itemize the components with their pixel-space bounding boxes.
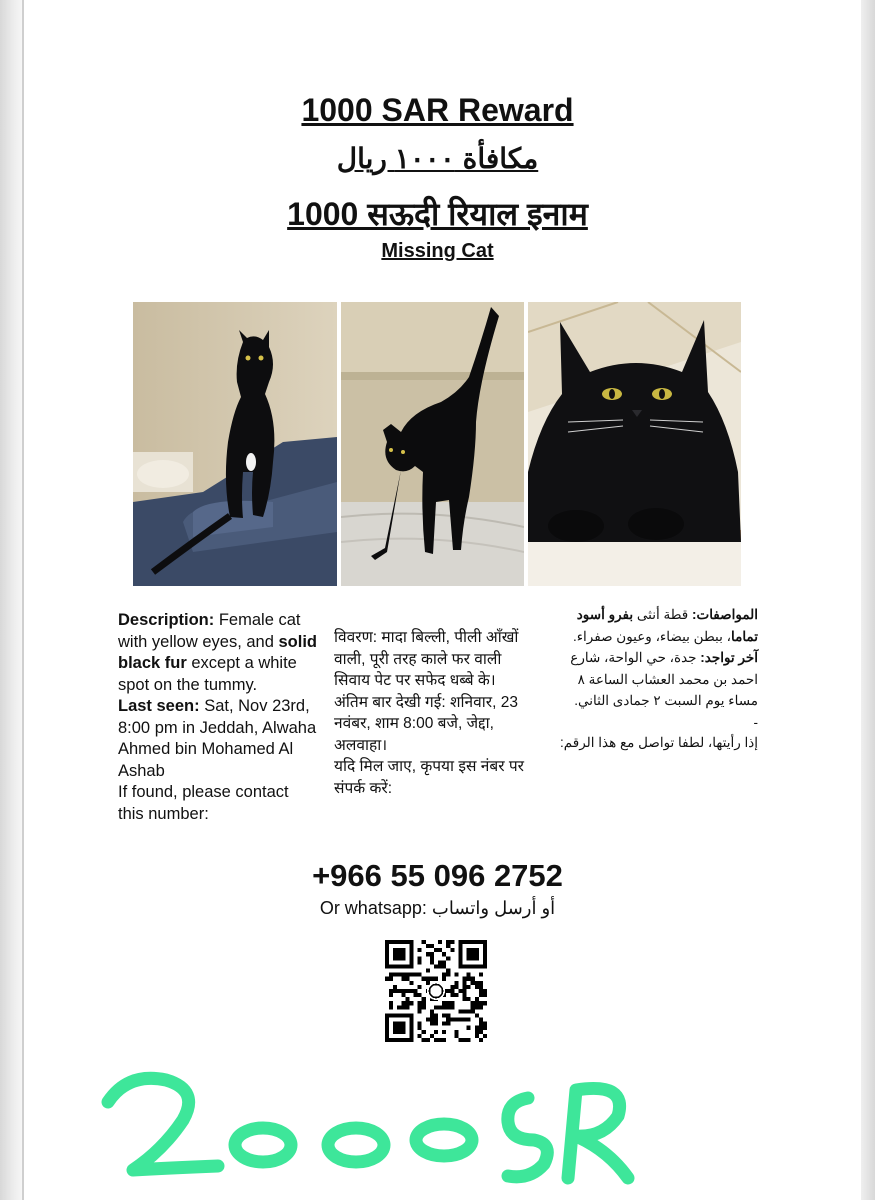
- whatsapp-line: Or whatsapp: أو أرسل واتساب: [319, 898, 556, 918]
- description-bold-text: solid black fur: [118, 632, 318, 672]
- description-text-2: except a white spot on the tummy.: [118, 654, 297, 694]
- last-seen-paragraph-arabic: [548, 647, 758, 712]
- reward-title-hindi: 1000 सऊदी रियाल इनाम: [287, 196, 588, 232]
- black-cat-walking-photo: [341, 302, 524, 586]
- description-paragraph-english: [118, 610, 318, 696]
- last-seen-paragraph-hindi: अंतिम बार देखी गई: शनिवार, 23 नवंबर, शाम 8:00 बजे, जेद्दा, अलवाहा।: [334, 693, 518, 754]
- description-paragraph-hindi: विवरण: मादा बिल्ली, पीली आँखों वाली, पूरी तरह काले फर वाली सिवाय पेट पर सफेद धब्बे के।: [334, 629, 519, 689]
- whatsapp-qr-code-icon[interactable]: [385, 940, 487, 1042]
- arabic-description-label: المواصفات:: [691, 607, 758, 622]
- last-seen-text: Sat, Nov 23rd, 8:00 pm in Jeddah, Alwaha Ahmed bin Mohamed Al Ashab: [118, 697, 317, 780]
- description-text-1: Female cat with yellow eyes, and: [118, 611, 301, 651]
- arabic-last-seen-label: آخر تواجد:: [700, 650, 758, 665]
- black-cat-face-closeup-photo: [528, 302, 741, 586]
- right-page-shadow: [861, 0, 875, 1200]
- description-arabic: [548, 604, 758, 753]
- arabic-dash: -: [753, 714, 758, 730]
- description-hindi: [334, 627, 534, 799]
- reward-title-english: 1000 SAR Reward: [301, 92, 574, 128]
- last-seen-label: Last seen:: [118, 697, 200, 715]
- description-english: [118, 610, 318, 825]
- arabic-description-text-2: ، ببطن بيضاء، وعيون صفراء.: [572, 628, 731, 644]
- contact-instruction-english: If found, please contact this number:: [118, 783, 289, 823]
- missing-cat-subtitle: Missing Cat: [381, 240, 494, 262]
- description-label: Description:: [118, 611, 215, 629]
- left-page-edge: [22, 0, 24, 1200]
- handwritten-2000sr-note: [88, 1060, 648, 1190]
- last-seen-paragraph-english: [118, 696, 318, 782]
- contact-instruction-hindi: यदि मिल जाए, कृपया इस नंबर पर संपर्क करें:: [334, 758, 524, 797]
- arabic-last-seen-text: جدة، حي الواحة، شارع احمد بن محمد العشاب الساعة ٨ مساء يوم السبت ٢ جمادى الثاني.: [570, 650, 758, 708]
- arabic-description-text-1: قطة أنثى: [633, 607, 692, 622]
- phone-number: +966 55 096 2752: [312, 858, 563, 893]
- reward-title-arabic: مكافأة ١٠٠٠ ريال: [336, 143, 539, 174]
- contact-instruction-arabic: إذا رأيتها، لطفا تواصل مع هذا الرقم:: [560, 734, 758, 750]
- black-cat-sitting-on-sofa-photo: [133, 302, 337, 586]
- description-paragraph-arabic: [548, 604, 758, 647]
- arabic-description-bold: بفرو أسود تماما: [576, 607, 758, 644]
- left-page-shadow: [0, 0, 22, 1200]
